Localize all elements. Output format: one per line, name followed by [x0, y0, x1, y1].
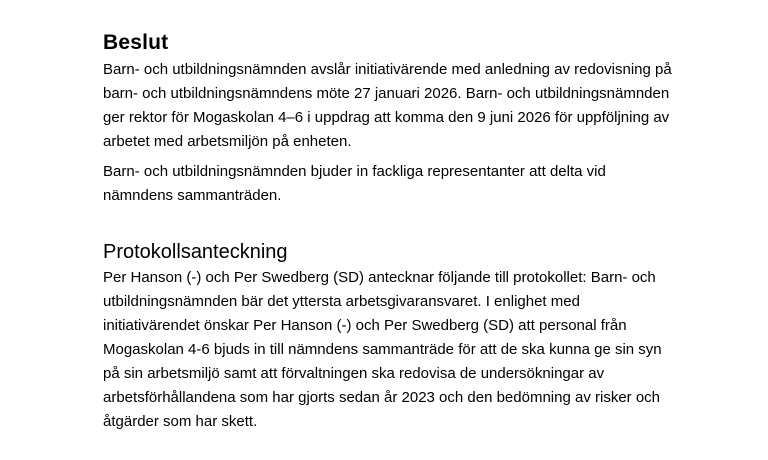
beslut-section: [103, 28, 673, 208]
document-page: [103, 28, 673, 434]
protokollsanteckning-paragraph: Per Hanson (-) och Per Swedberg (SD) antecknar följande till protokollet: Barn- och utbildningsnämnden bär det yttersta arbetsgivaransvaret. I enlighet med initiativärendet önskar Per Hanson (-) och Per Swedberg (SD) att personal från Mogaskolan 4-6 bjuds in till nämndens sammanträde för att de ska kunna ge sin syn på sin arbetsmiljö samt att förvaltningen ska redovisa de undersökningar av arbetsförhållandena som har gjorts sedan år 2023 och den bedömning av risker och åtgärder som har skett.: [103, 269, 662, 430]
protokollsanteckning-section: [103, 238, 673, 434]
beslut-paragraph-1: Barn- och utbildningsnämnden avslår initiativärende med anledning av redovisning på barn- och utbildningsnämndens möte 27 januari 2026. Barn- och utbildningsnämnden ger rektor för Mogaskolan 4–6 i uppdrag att komma den 9 juni 2026 för uppföljning av arbetet med arbetsmiljön på enheten.: [103, 61, 672, 150]
protokollsanteckning-heading: Protokollsanteckning: [103, 241, 288, 263]
section-spacer: [103, 208, 673, 238]
beslut-paragraph-2: Barn- och utbildningsnämnden bjuder in fackliga representanter att delta vid nämndens sammanträden.: [103, 163, 606, 204]
beslut-heading: Beslut: [103, 31, 169, 54]
